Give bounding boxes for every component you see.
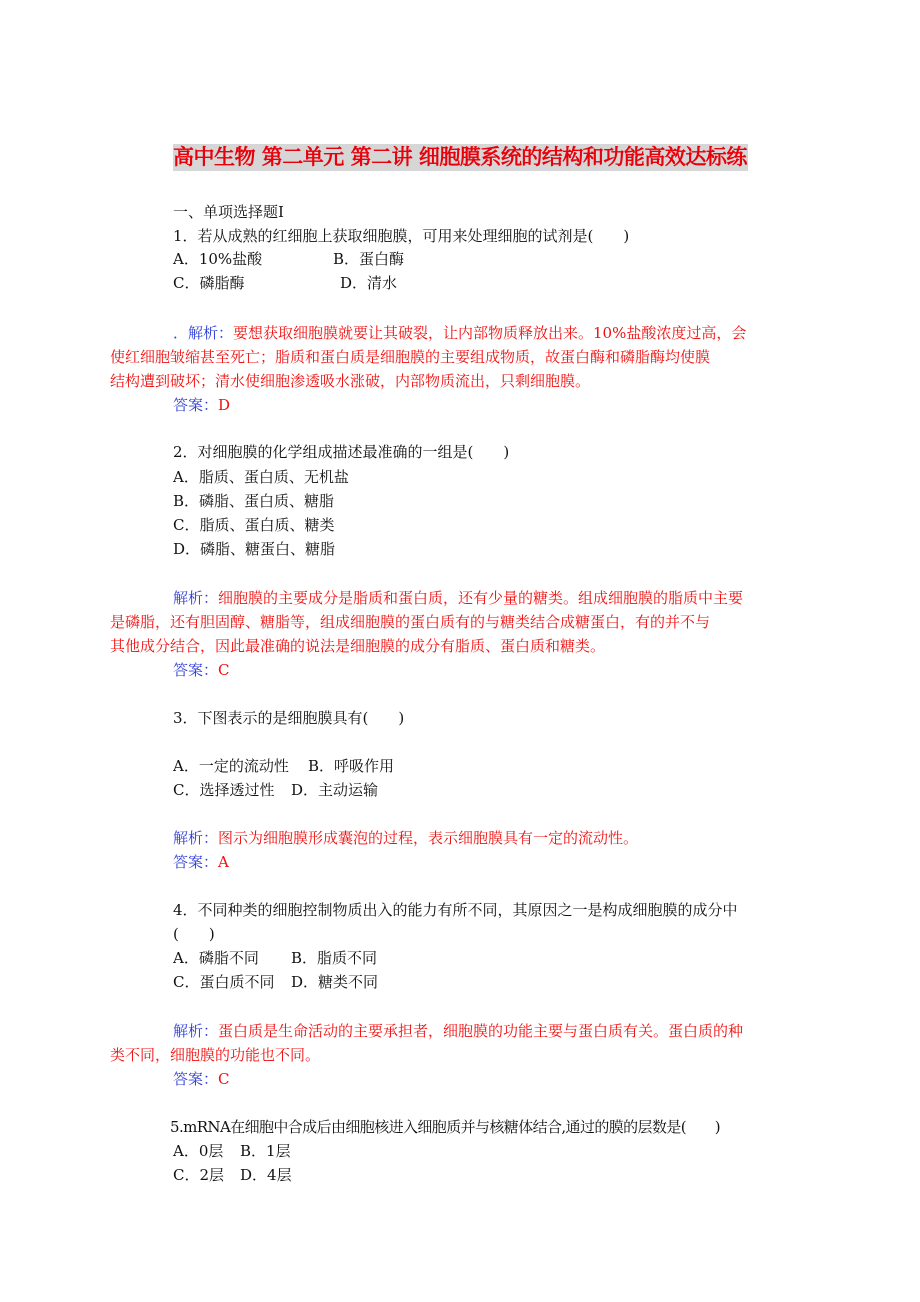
analysis-label: 解析：	[173, 829, 219, 847]
answer-label: 答案：	[173, 396, 219, 414]
q5-option-b: B．1层	[240, 1142, 291, 1160]
answer-label: 答案：	[173, 661, 219, 679]
q1-option-c: C．磷脂酶	[173, 274, 245, 292]
q2-analysis-line-1	[173, 588, 743, 608]
q2-option-b: B．磷脂、蛋白质、糖脂	[173, 492, 335, 510]
answer-value: C	[218, 1070, 230, 1088]
answer-value: C	[218, 661, 230, 679]
answer-value: D	[218, 396, 231, 414]
q3-option-a: A．一定的流动性	[173, 757, 289, 775]
q1-analysis-line-2: 使红细胞皱缩甚至死亡；脂质和蛋白质是细胞膜的主要组成物质，故蛋白酶和磷脂酶均使膜	[110, 348, 711, 366]
q4-option-d: D．糖类不同	[291, 973, 379, 991]
q4-answer	[173, 1069, 230, 1089]
q5-option-c: C．2层	[173, 1166, 225, 1184]
q3-option-d: D．主动运输	[291, 781, 379, 799]
answer-label: 答案：	[173, 1070, 219, 1088]
q1-option-a: A．10%盐酸	[173, 250, 263, 268]
q4-option-a: A．磷脂不同	[173, 949, 259, 967]
question-4-stem-line-2: ( )	[173, 925, 215, 943]
q2-analysis-line-2: 是磷脂，还有胆固醇、糖脂等，组成细胞膜的蛋白质有的与糖类结合成糖蛋白，有的并不与	[110, 613, 711, 631]
q2-analysis-line-3: 其他成分结合，因此最准确的说法是细胞膜的成分有脂质、蛋白质和糖类。	[110, 637, 606, 655]
q4-analysis-line-2: 类不同，细胞膜的功能也不同。	[110, 1046, 321, 1064]
analysis-text: 蛋白质是生命活动的主要承担者，细胞膜的功能主要与蛋白质有关。蛋白质的种	[218, 1022, 744, 1040]
q1-analysis-line-1	[173, 323, 746, 343]
question-5-stem: 5.mRNA在细胞中合成后由细胞核进入细胞质并与核糖体结合,通过的膜的层数是( )	[170, 1118, 721, 1136]
q3-option-b: B．呼吸作用	[308, 757, 395, 775]
analysis-text: 图示为细胞膜形成囊泡的过程，表示细胞膜具有一定的流动性。	[218, 829, 639, 847]
q3-option-c: C．选择透过性	[173, 781, 275, 799]
answer-value: A	[218, 853, 229, 871]
analysis-label: ．解析：	[173, 324, 234, 342]
q1-option-d: D．清水	[340, 274, 398, 292]
analysis-label: 解析：	[173, 1022, 219, 1040]
analysis-text: 要想获取细胞膜就要让其破裂，让内部物质释放出来。10%盐酸浓度过高，会	[233, 324, 747, 342]
q4-option-c: C．蛋白质不同	[173, 973, 275, 991]
question-3-stem: 3．下图表示的是细胞膜具有( )	[173, 709, 405, 727]
analysis-label: 解析：	[173, 589, 219, 607]
q3-answer	[173, 852, 229, 872]
q2-option-c: C．脂质、蛋白质、糖类	[173, 516, 335, 534]
q3-analysis-line-1	[173, 828, 638, 848]
document-title: 高中生物 第二单元 第二讲 细胞膜系统的结构和功能高效达标练	[173, 145, 747, 169]
q1-answer	[173, 395, 230, 415]
q4-option-b: B．脂质不同	[291, 949, 378, 967]
section-heading: 一、单项选择题Ⅰ	[173, 203, 284, 221]
q5-option-d: D．4层	[240, 1166, 292, 1184]
question-2-stem: 2．对细胞膜的化学组成描述最准确的一组是( )	[173, 443, 510, 461]
question-4-stem-line-1: 4．不同种类的细胞控制物质出入的能力有所不同，其原因之一是构成细胞膜的成分中	[173, 901, 738, 919]
q5-option-a: A．0层	[173, 1142, 224, 1160]
q1-analysis-line-3: 结构遭到破坏；清水使细胞渗透吸水涨破，内部物质流出，只剩细胞膜。	[110, 372, 591, 390]
q2-option-d: D．磷脂、糖蛋白、糖脂	[173, 540, 336, 558]
q2-answer	[173, 660, 230, 680]
q1-option-b: B．蛋白酶	[333, 250, 405, 268]
q4-analysis-line-1	[173, 1021, 743, 1041]
answer-label: 答案：	[173, 853, 219, 871]
analysis-text: 细胞膜的主要成分是脂质和蛋白质，还有少量的糖类。组成细胞膜的脂质中主要	[218, 589, 744, 607]
question-1-stem: 1．若从成熟的红细胞上获取细胞膜，可用来处理细胞的试剂是( )	[173, 227, 630, 245]
q2-option-a: A．脂质、蛋白质、无机盐	[173, 468, 349, 486]
